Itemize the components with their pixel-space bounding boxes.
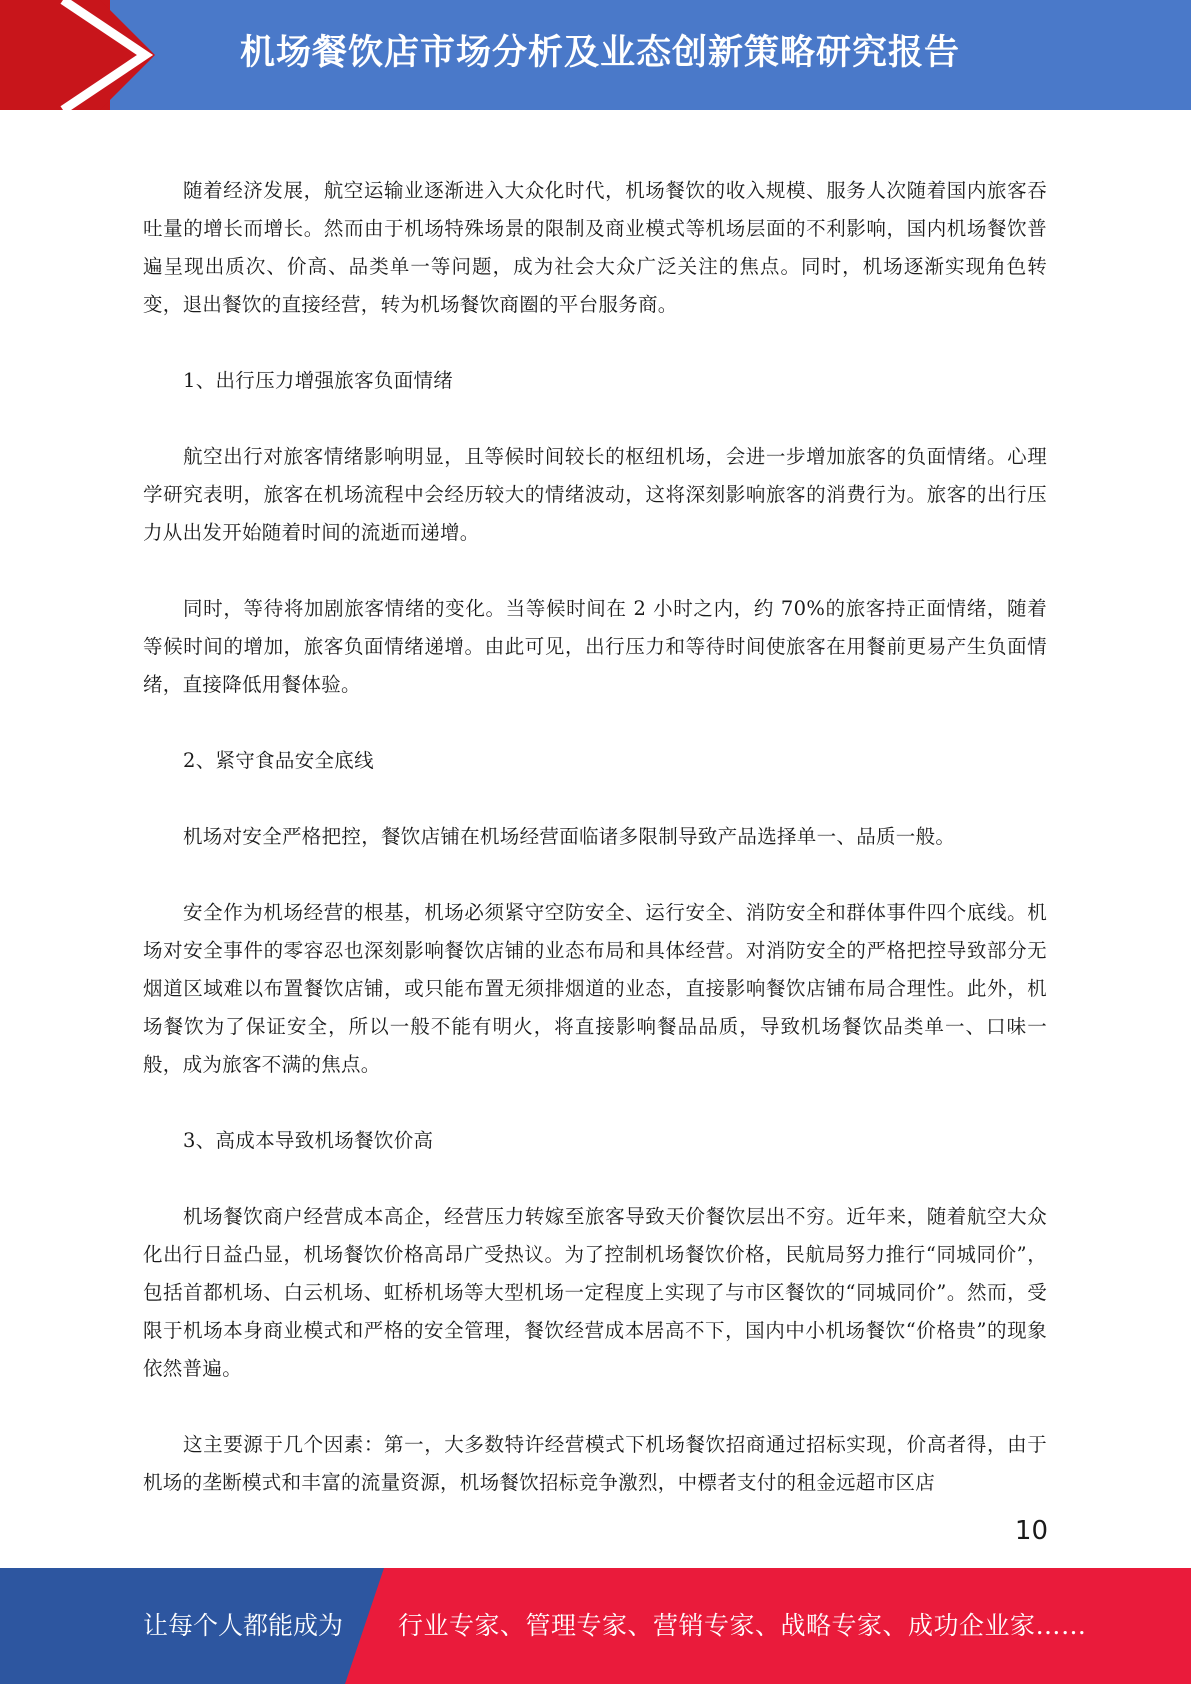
document-body bbox=[143, 172, 1047, 1502]
paragraph: 安全作为机场经营的根基，机场必须紧守空防安全、运行安全、消防安全和群体事件四个底线。机场对安全事件的零容忍也深刻影响餐饮店铺的业态布局和具体经营。对消防安全的严格把控导致部分无烟道区域难以布置餐饮店铺，或只能布置无须排烟道的业态，直接影响餐饮店铺布局合理性。此外，机场餐饮为了保证安全，所以一般不能有明火，将直接影响餐品品质，导致机场餐饮品类单一、口味一般，成为旅客不满的焦点。 bbox=[143, 901, 1047, 1076]
paragraph: 同时，等待将加剧旅客情绪的变化。当等候时间在 2 小时之内，约 70%的旅客持正面情绪，随着等候时间的增加，旅客负面情绪递增。由此可见，出行压力和等待时间使旅客在用餐前更易产生负面情绪，直接降低用餐体验。 bbox=[143, 597, 1047, 696]
section-heading-2: 2、紧守食品安全底线 bbox=[183, 749, 374, 772]
header-chevron-icon bbox=[0, 0, 170, 110]
document-title: 机场餐饮店市场分析及业态创新策略研究报告 bbox=[240, 33, 961, 73]
footer-slogan-left: 让每个人都能成为 bbox=[143, 1611, 344, 1640]
page-footer bbox=[0, 1568, 1191, 1684]
paragraph-intro: 随着经济发展，航空运输业逐渐进入大众化时代，机场餐饮的收入规模、服务人次随着国内旅客吞吐量的增长而增长。然而由于机场特殊场景的限制及商业模式等机场层面的不利影响，国内机场餐饮普遍呈现出质次、价高、品类单一等问题，成为社会大众广泛关注的焦点。同时，机场逐渐实现角色转变，退出餐饮的直接经营，转为机场餐饮商圈的平台服务商。 bbox=[143, 179, 1047, 316]
paragraph: 机场餐饮商户经营成本高企，经营压力转嫁至旅客导致天价餐饮层出不穷。近年来，随着航空大众化出行日益凸显，机场餐饮价格高昂广受热议。为了控制机场餐饮价格，民航局努力推行“同城同价”，包括首都机场、白云机场、虹桥机场等大型机场一定程度上实现了与市区餐饮的“同城同价”。然而，受限于机场本身商业模式和严格的安全管理，餐饮经营成本居高不下，国内中小机场餐饮“价格贵”的现象依然普遍。 bbox=[143, 1205, 1047, 1380]
section-heading-1: 1、出行压力增强旅客负面情绪 bbox=[183, 369, 454, 392]
paragraph: 这主要源于几个因素：第一，大多数特许经营模式下机场餐饮招商通过招标实现，价高者得，由于机场的垄断模式和丰富的流量资源，机场餐饮招标竞争激烈，中標者支付的租金远超市区店 bbox=[143, 1433, 1047, 1494]
page-header bbox=[0, 0, 1191, 110]
page-number: 10 bbox=[1014, 1516, 1048, 1546]
paragraph: 航空出行对旅客情绪影响明显，且等候时间较长的枢纽机场，会进一步增加旅客的负面情绪。心理学研究表明，旅客在机场流程中会经历较大的情绪波动，这将深刻影响旅客的消费行为。旅客的出行压力从出发开始随着时间的流逝而递增。 bbox=[143, 445, 1047, 544]
section-heading-3: 3、高成本导致机场餐饮价高 bbox=[183, 1129, 434, 1152]
footer-slogan-right: 行业专家、管理专家、营销专家、战略专家、成功企业家…… bbox=[398, 1611, 1087, 1640]
paragraph: 机场对安全严格把控，餐饮店铺在机场经营面临诸多限制导致产品选择单一、品质一般。 bbox=[183, 825, 956, 848]
